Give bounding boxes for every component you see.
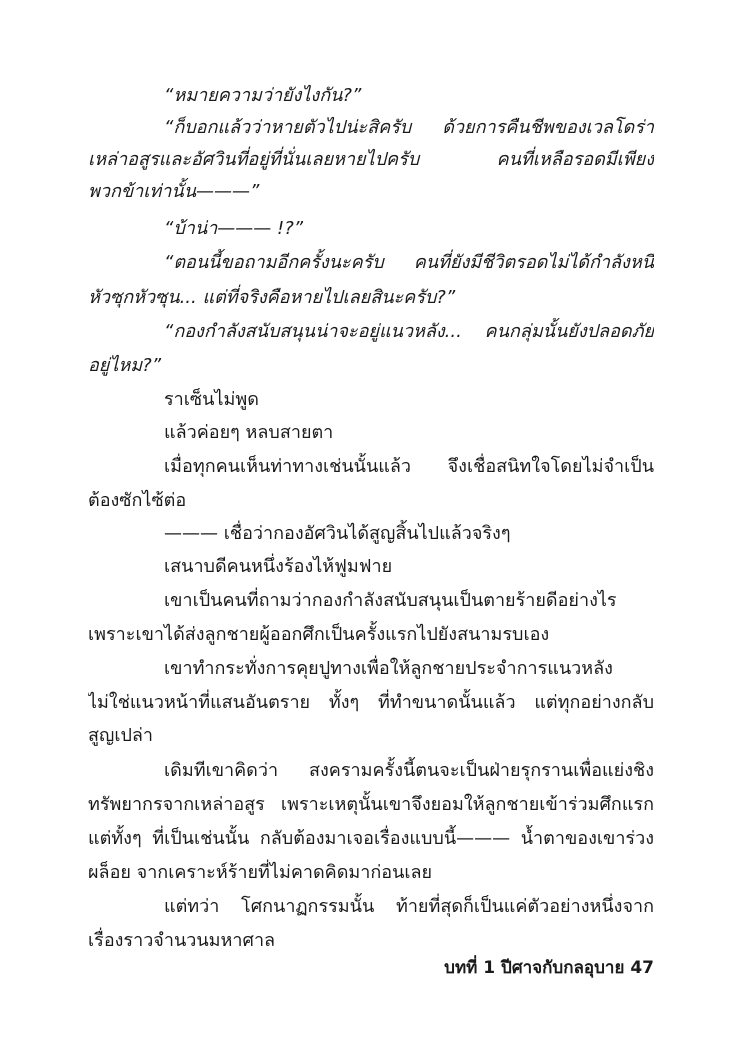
dialogue-line: “ก็บอกแล้วว่าหายตัวไปน่ะสิครับ ด้วยการคืนชีพของเวลโดร่า bbox=[164, 117, 654, 138]
narration-line: ราเซ็นไม่พูด bbox=[164, 389, 259, 410]
narration-line: ผล็อย จากเคราะห์ร้ายที่ไม่คาดคิดมาก่อนเลย bbox=[88, 862, 433, 883]
dialogue-line: “หมายความว่ายังไงกัน?” bbox=[164, 85, 362, 106]
dialogue-line: อยู่ไหม?” bbox=[88, 355, 162, 376]
dialogue-line: “กองกำลังสนับสนุนน่าจะอยู่แนวหลัง... คนกลุ่มนั้นยังปลอดภัย bbox=[164, 321, 654, 342]
narration-line: เรื่องราวจำนวนมหาศาล bbox=[88, 930, 276, 951]
narration-line: แต่ทั้งๆ ที่เป็นเช่นนั้น กลับต้องมาเจอเรื่องแบบนี้——— น้ำตาของเขาร่วง bbox=[88, 828, 654, 849]
narration-line: ไม่ใช่แนวหน้าที่แสนอันตราย ทั้งๆ ที่ทำขนาดนั้นแล้ว แต่ทุกอย่างกลับ bbox=[88, 692, 654, 713]
narration-line: เพราะเขาได้ส่งลูกชายผู้ออกศึกเป็นครั้งแรกไปยังสนามรบเอง bbox=[88, 624, 550, 645]
dialogue-line: หัวซุกหัวซุน... แต่ที่จริงคือหายไปเลยสินะครับ?” bbox=[88, 287, 456, 308]
narration-line: ต้องซักไซ้ต่อ bbox=[88, 490, 187, 511]
narration-line: แล้วค่อยๆ หลบสายตา bbox=[164, 422, 334, 443]
narration-line: สูญเปล่า bbox=[88, 725, 154, 746]
narration-line: เขาเป็นคนที่ถามว่ากองกำลังสนับสนุนเป็นตายร้ายดีอย่างไร bbox=[164, 590, 617, 611]
narration-line: เสนาบดีคนหนึ่งร้องไห้ฟูมฟาย bbox=[164, 556, 393, 577]
narration-line: เดิมทีเขาคิดว่า สงครามครั้งนี้ตนจะเป็นฝ่ายรุกรานเพื่อแย่งชิง bbox=[164, 760, 654, 781]
narration-line: เมื่อทุกคนเห็นท่าทางเช่นนั้นแล้ว จึงเชื่อสนิทใจโดยไม่จำเป็น bbox=[164, 456, 654, 477]
dialogue-line: “ตอนนี้ขอถามอีกครั้งนะครับ คนที่ยังมีชีวิตรอดไม่ได้กำลังหนี bbox=[164, 252, 654, 273]
page-footer-chapter: บทที่ 1 ปีศาจกับกลอุบาย 47 bbox=[444, 958, 654, 978]
narration-line: เขาทำกระทั่งการคุยปูทางเพื่อให้ลูกชายประจำการแนวหลัง bbox=[164, 658, 613, 679]
dialogue-line: เหล่าอสูรและอัศวินที่อยู่ที่นั่นเลยหายไปครับ คนที่เหลือรอดมีเพียง bbox=[88, 149, 654, 170]
narration-line: ทรัพยากรจากเหล่าอสูร เพราะเหตุนั้นเขาจึงยอมให้ลูกชายเข้าร่วมศึกแรก bbox=[88, 794, 654, 815]
narration-line: ——— เชื่อว่ากองอัศวินได้สูญสิ้นไปแล้วจริงๆ bbox=[164, 523, 511, 544]
narration-line: แต่ทว่า โศกนาฏกรรมนั้น ท้ายที่สุดก็เป็นแค่ตัวอย่างหนึ่งจาก bbox=[164, 896, 654, 917]
dialogue-line: พวกข้าเท่านั้น———” bbox=[88, 181, 260, 202]
dialogue-line: “บ้าน่า——— !?” bbox=[164, 218, 304, 239]
